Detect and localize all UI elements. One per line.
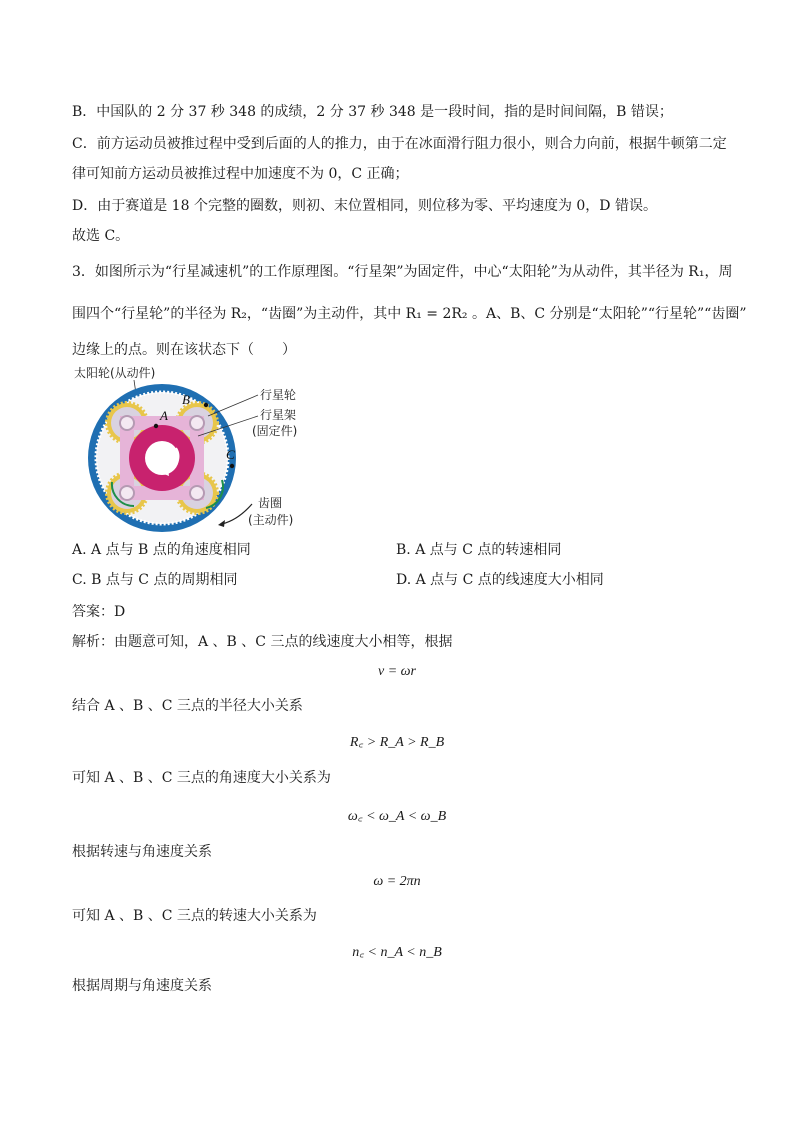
prev-choice: 故选 C。 (72, 228, 130, 244)
ring-gear-label-line1: 齿圈 (258, 496, 283, 510)
analysis-text-3: 可知 A 、B 、C 三点的角速度大小关系为 (72, 770, 331, 786)
carrier-label-line1: 行星架 (260, 408, 297, 422)
ring-gear-label-line2: (主动件) (248, 513, 294, 527)
answer: 答案：D (72, 604, 126, 620)
planetary-gear-figure (72, 364, 312, 534)
prev-option-c-line2: 律可知前方运动员被推过程中加速度不为 0，C 正确； (72, 166, 409, 182)
option-a[interactable]: A. A 点与 B 点的角速度相同 (72, 542, 251, 558)
equation-4: ω = 2πn (373, 874, 421, 889)
equation-2: R꜀ > R_A > R_B (349, 735, 445, 750)
question-stem-line2: 围四个“行星轮”的半径为 R₂，“齿圈”为主动件，其中 R₁ = 2R₂ 。A、B、C 分别是“太阳轮”“行星轮”“齿圈” (72, 306, 747, 322)
sun-gear-label: 太阳轮(从动件) (74, 366, 156, 380)
question-stem-line1: 3．如图所示为“行星减速机”的工作原理图。“行星架”为固定件，中心“太阳轮”为从动件，其半径为 R₁，周 (72, 264, 733, 280)
carrier-label-line2: (固定件) (252, 424, 298, 438)
prev-option-d: D．由于赛道是 18 个完整的圈数，则初、末位置相同，则位移为零、平均速度为 0，D 错误。 (72, 198, 657, 214)
option-b[interactable]: B. A 点与 C 点的转速相同 (396, 542, 562, 558)
option-c[interactable]: C. B 点与 C 点的周期相同 (72, 572, 238, 588)
planet-gear-label: 行星轮 (260, 388, 297, 402)
prev-option-c-line1: C．前方运动员被推过程中受到后面的人的推力，由于在冰面滑行阻力很小，则合力向前，根据牛顿第二定 (72, 136, 727, 152)
option-d[interactable]: D. A 点与 C 点的线速度大小相同 (396, 572, 604, 588)
equation-5: n꜀ < n_A < n_B (352, 945, 442, 960)
equation-3: ω꜀ < ω_A < ω_B (347, 809, 447, 824)
analysis-text-4: 根据转速与角速度关系 (72, 844, 212, 860)
analysis-text-6: 根据周期与角速度关系 (72, 978, 212, 994)
point-c-label: C (226, 447, 235, 462)
question-stem-line3: 边缘上的点。则在该状态下（ ） (72, 342, 296, 358)
analysis-text-2: 结合 A 、B 、C 三点的半径大小关系 (72, 698, 303, 714)
prev-option-b: B．中国队的 2 分 37 秒 348 的成绩，2 分 37 秒 348 是一段时间，指的是时间间隔，B 错误； (72, 104, 673, 120)
analysis-intro: 解析：由题意可知，A 、B 、C 三点的线速度大小相等，根据 (72, 634, 453, 650)
analysis-text-5: 可知 A 、B 、C 三点的转速大小关系为 (72, 908, 317, 924)
point-b-label: B (182, 392, 190, 407)
point-a-label: A (160, 408, 168, 423)
equation-1: v = ωr (378, 664, 416, 679)
